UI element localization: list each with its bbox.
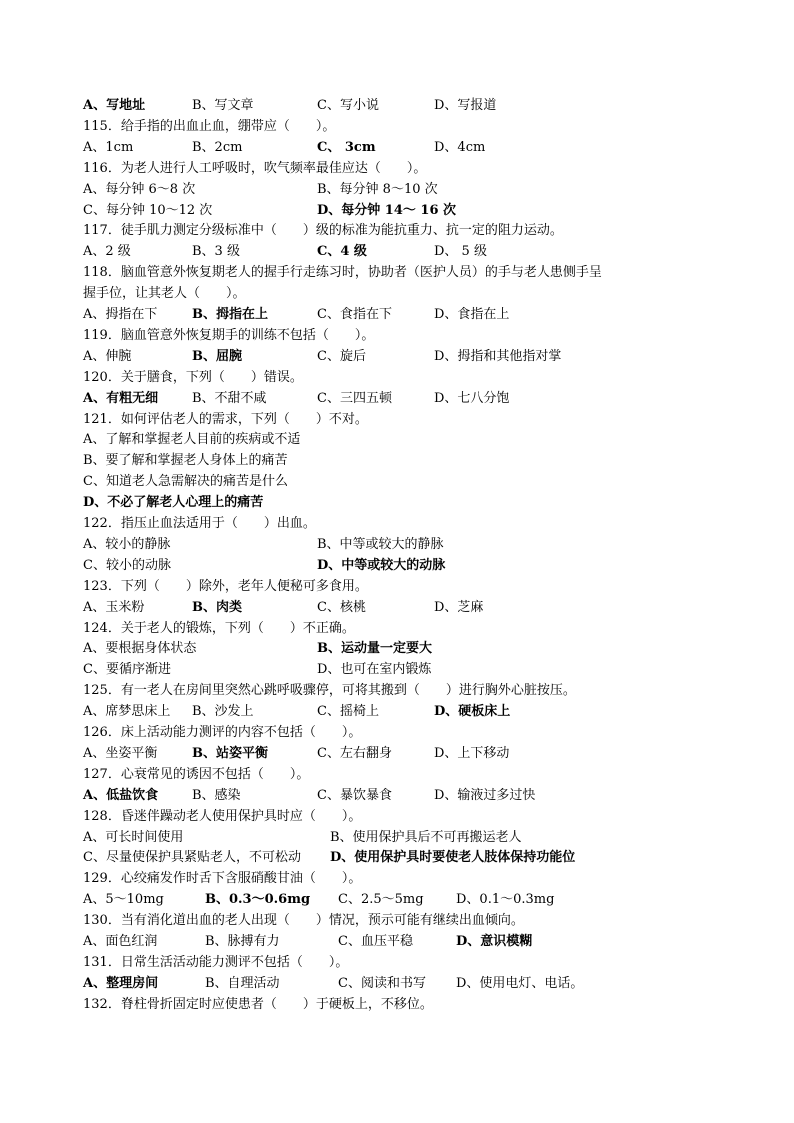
option: C、暴饮暴食	[317, 787, 392, 803]
answer-option: D、硬板床上	[434, 704, 511, 720]
question-line: 握手位，让其老人（ ）。	[83, 286, 246, 302]
option: B、感染	[192, 787, 241, 803]
option: A、5～10mg	[83, 892, 164, 908]
option: B、不甜不咸	[192, 390, 267, 406]
option: A、1cm	[83, 139, 134, 155]
question-line: 121．如何评估老人的需求，下列（ ）不对。	[83, 411, 368, 427]
option: A、可长时间使用	[83, 829, 184, 845]
option: B、写文章	[192, 98, 254, 113]
option: A、面色红润	[83, 934, 158, 949]
question-line: 118．脑血管意外恢复期老人的握手行走练习时，协助者（医护人员）的手与老人患侧手呈	[83, 265, 602, 281]
question-line: 124．关于老人的锻炼，下列（ ）不正确。	[83, 620, 355, 636]
question-line: 123．下列（ ）除外，老年人便秘可多食用。	[83, 578, 368, 594]
option: C、要循序渐进	[83, 662, 171, 678]
answer-option: A、低盐饮食	[83, 787, 159, 803]
option: C、食指在下	[317, 307, 392, 322]
answer-option: D、每分钟 14～ 16 次	[317, 202, 457, 218]
question-line: 125．有一老人在房间里突然心跳呼吸骤停，可将其搬到（ ）进行胸外心脏按压。	[83, 683, 576, 699]
answer-option: B、站姿平衡	[192, 745, 268, 761]
option: A、坐姿平衡	[83, 745, 158, 761]
answer-option: A、整理房间	[83, 975, 159, 991]
answer-option: B、运动量一定要大	[317, 641, 432, 657]
option: C、摇椅上	[317, 704, 379, 720]
answer-option: B、0.3～0.6mg	[205, 892, 311, 908]
option: D、芝麻	[434, 599, 484, 615]
option: A、玉米粉	[83, 599, 145, 615]
option: D、4cm	[434, 139, 486, 155]
question-line: 120．关于膳食，下列（ ）错误。	[83, 369, 303, 385]
option: D、食指在上	[434, 307, 510, 322]
option: B、自理活动	[205, 975, 280, 991]
answer-option: D、意识模糊	[456, 934, 533, 949]
question-line: 116．为老人进行人工呼吸时，吹气频率最佳应达（ ）。	[83, 160, 427, 176]
option: D、也可在室内锻炼	[317, 662, 432, 678]
answer-option: D、中等或较大的动脉	[317, 557, 446, 573]
option: C、阅读和书写	[338, 975, 426, 991]
answer-option: D、使用保护具时要使老人肢体保持功能位	[330, 850, 576, 866]
option: C、核桃	[317, 599, 366, 615]
option: D、拇指和其他指对掌	[434, 348, 562, 364]
question-line: 115．给手指的出血止血，绷带应（ ）。	[83, 118, 336, 134]
option: C、写小说	[317, 98, 379, 113]
option: D、0.1～0.3mg	[456, 892, 555, 908]
option: B、每分钟 8～10 次	[317, 181, 438, 197]
question-line: 119．脑血管意外恢复期手的训练不包括（ ）。	[83, 327, 375, 343]
option: B、脉搏有力	[205, 934, 280, 949]
answer-option: A、写地址	[83, 98, 146, 113]
answer-option: A、有粗无细	[83, 390, 159, 406]
question-line: 132．脊柱骨折固定时应使患者（ ）于硬板上，不移位。	[83, 996, 433, 1012]
option: D、使用电灯、电话。	[456, 975, 584, 991]
option: D、写报道	[434, 98, 497, 113]
option: B、中等或较大的静脉	[317, 536, 444, 552]
option: B、使用保护具后不可再搬运老人	[330, 829, 522, 845]
answer-option: C、 3cm	[317, 139, 376, 155]
option: C、每分钟 10～12 次	[83, 202, 213, 218]
option: A、较小的静脉	[83, 536, 171, 552]
option: A、伸腕	[83, 348, 132, 364]
answer-option: B、拇指在上	[192, 307, 268, 322]
question-line: 131．日常生活活动能力测评不包括（ ）。	[83, 954, 349, 970]
answer-option: C、4 级	[317, 244, 367, 260]
option: D、 5 级	[434, 244, 487, 260]
option: A、要根据身体状态	[83, 641, 197, 657]
option: C、三四五顿	[317, 390, 392, 406]
option: C、血压平稳	[338, 934, 413, 949]
question-line: 127．心衰常见的诱因不包括（ ）。	[83, 766, 310, 782]
option: A、每分钟 6～8 次	[83, 181, 196, 197]
option: B、2cm	[192, 139, 243, 155]
question-line: B、要了解和掌握老人身体上的痛苦	[83, 453, 288, 469]
option: D、七八分饱	[434, 390, 510, 406]
question-line: 129．心绞痛发作时舌下含服硝酸甘油（ ）。	[83, 871, 362, 887]
option: C、较小的动脉	[83, 557, 171, 573]
question-line: 130．当有消化道出血的老人出现（ ）情况，预示可能有继续出血倾向。	[83, 913, 524, 929]
question-line: A、了解和掌握老人目前的疾病或不适	[83, 432, 301, 448]
question-line: 128．昏迷伴躁动老人使用保护具时应（ ）。	[83, 808, 362, 824]
option: A、席梦思床上	[83, 704, 171, 720]
answer-option: B、肉类	[192, 599, 242, 615]
answer-option: B、屈腕	[192, 348, 242, 364]
option: B、沙发上	[192, 704, 254, 720]
option: C、左右翻身	[317, 745, 392, 761]
option: C、2.5～5mg	[338, 892, 424, 908]
option: C、旋后	[317, 348, 366, 364]
option: D、输液过多过快	[434, 787, 536, 803]
question-line: 126．床上活动能力测评的内容不包括（ ）。	[83, 725, 362, 740]
option: A、2 级	[83, 244, 131, 260]
question-line: D、不必了解老人心理上的痛苦	[83, 495, 264, 511]
option: D、上下移动	[434, 745, 510, 761]
question-line: C、知道老人急需解决的痛苦是什么	[83, 474, 288, 490]
question-line: 117．徒手肌力测定分级标准中（ ）级的标准为能抗重力、抗一定的阻力运动。	[83, 223, 563, 239]
option: A、拇指在下	[83, 307, 158, 322]
option: B、3 级	[192, 244, 240, 260]
question-line: 122．指压止血法适用于（ ）出血。	[83, 516, 316, 531]
option: C、尽量使保护具紧贴老人，不可松动	[83, 850, 301, 866]
